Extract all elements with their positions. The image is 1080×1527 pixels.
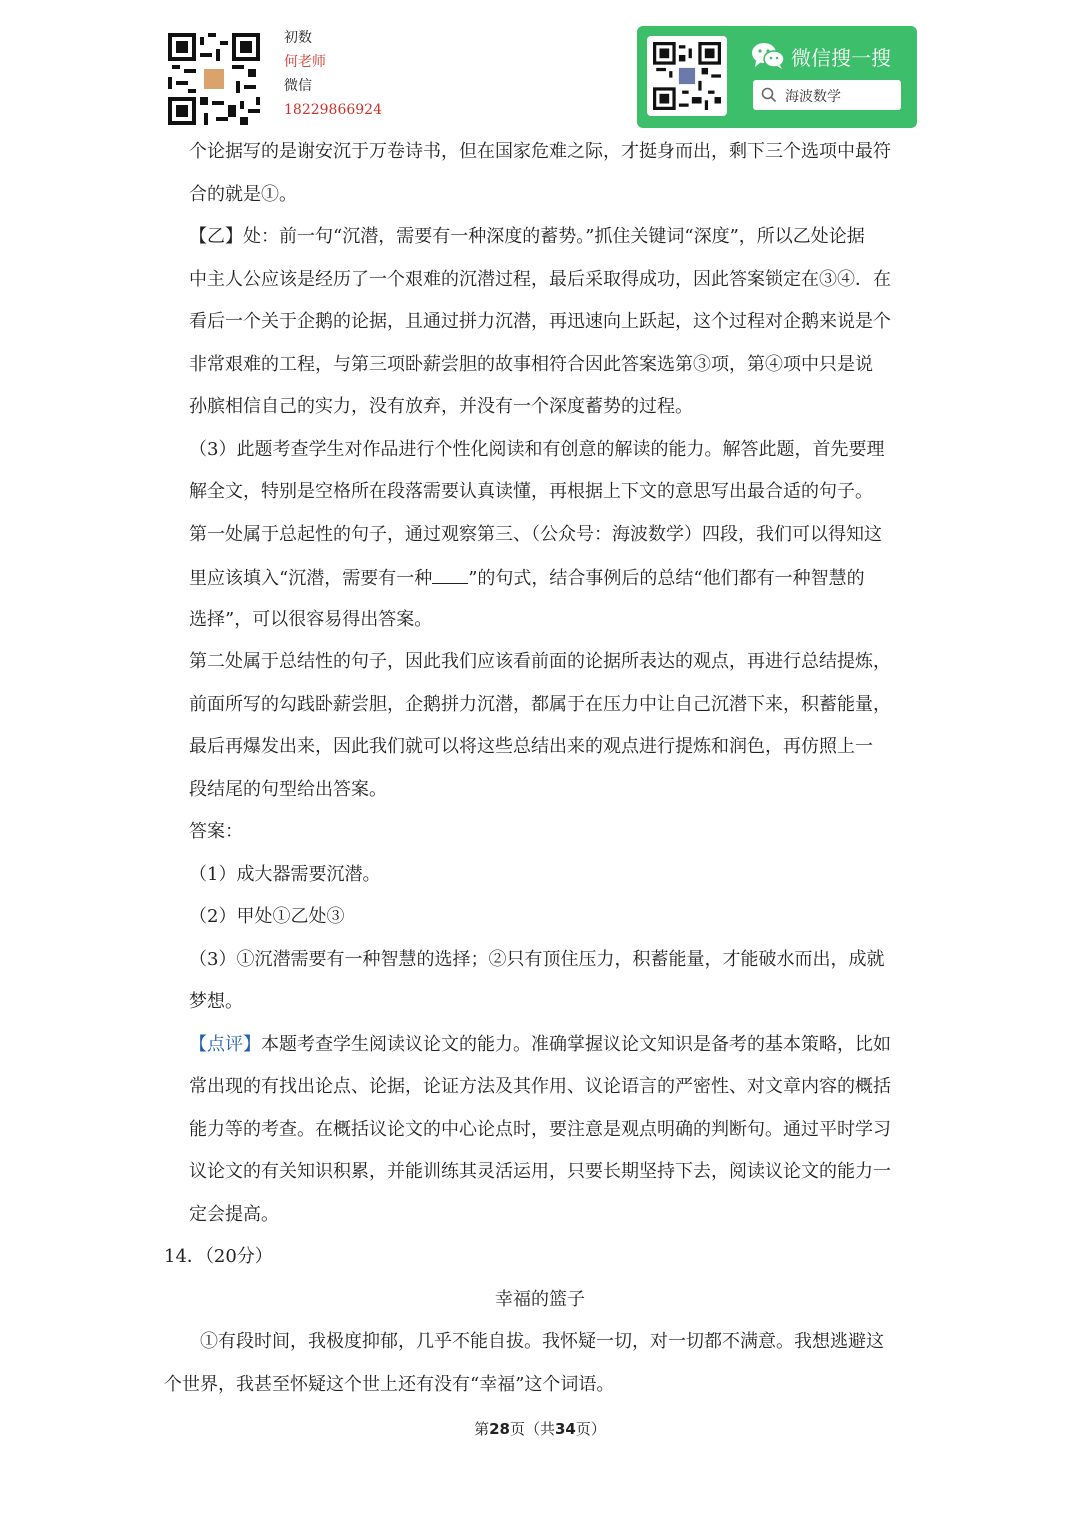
- text-line: （3）此题考查学生对作品进行个性化阅读和有创意的解读的能力。解答此题，首先要理: [189, 439, 885, 460]
- text-line: 定会提高。: [189, 1204, 279, 1225]
- text-line: 前面所写的勾践卧薪尝胆，企鹅拼力沉潜，都属于在压力中让自己沉潜下来，积蓄能量，: [189, 694, 891, 715]
- search-icon: [761, 87, 777, 103]
- text-line: 选择”，可以很容易得出答案。: [189, 609, 433, 630]
- text-segment: ”的句式，结合事例后的总结“他们都有一种智慧的: [468, 568, 865, 589]
- footer-text: 第: [474, 1420, 490, 1438]
- contact-phone: 18229866924: [284, 102, 382, 118]
- comment-line: [189, 1033, 891, 1057]
- wechat-logo-icon: [751, 42, 785, 74]
- text-line: 答案：: [189, 821, 243, 842]
- contact-subject: 初数: [284, 30, 312, 46]
- answer-line: （2）甲处①乙处③: [189, 906, 345, 927]
- text-line: 最后再爆发出来，因此我们就可以将这些总结出来的观点进行提炼和润色，再仿照上一: [189, 736, 873, 757]
- contact-teacher: 何老师: [284, 54, 326, 70]
- wechat-search-text: 海波数学: [785, 89, 841, 105]
- footer-text: 页）: [575, 1420, 606, 1438]
- qr-code-left: [168, 33, 260, 125]
- text-line: 解全文，特别是空格所在段落需要认真读懂，再根据上下文的意思写出最合适的句子。: [189, 481, 873, 502]
- text-line: 议论文的有关知识积累，并能训练其灵活运用，只要长期坚持下去，阅读议论文的能力一: [189, 1161, 891, 1182]
- page-footer: [0, 1418, 1080, 1439]
- wechat-search-box[interactable]: [753, 80, 901, 110]
- text-line: 能力等的考查。在概括议论文的中心论点时，要注意是观点明确的判断句。通过平时学习: [189, 1119, 891, 1140]
- text-line: 个论据写的是谢安沉于万卷诗书，但在国家危难之际，才挺身而出，剩下三个选项中最符: [189, 141, 891, 162]
- text-line: 常出现的有找出论点、论据，论证方法及其作用、议论语言的严密性、对文章内容的概括: [189, 1076, 891, 1097]
- answer-line: （1）成大器需要沉潜。: [189, 864, 381, 885]
- text-line: 非常艰难的工程，与第三项卧薪尝胆的故事相符合因此答案选第③项，第④项中只是说: [189, 354, 873, 375]
- qr-code-right: [647, 36, 727, 116]
- contact-info: [284, 26, 382, 122]
- text-line: 看后一个关于企鹅的论据，且通过拼力沉潜，再迅速向上跃起，这个过程对企鹅来说是个: [189, 311, 891, 332]
- text-segment: 里应该填入“沉潜，需要有一种: [189, 568, 433, 589]
- text-line: 孙膑相信自己的实力，没有放弃，并没有一个深度蓄势的过程。: [189, 396, 693, 417]
- text-segment: 本题考查学生阅读议论文的能力。准确掌握议论文知识是备考的基本策略，比如: [261, 1034, 891, 1055]
- answer-line: （3）①沉潜需要有一种智慧的选择；②只有顶住压力，积蓄能量，才能破水而出，成就: [189, 949, 885, 970]
- comment-tag: 【点评】: [189, 1034, 261, 1055]
- text-line: 段结尾的句型给出答案。: [189, 779, 387, 800]
- fill-blank: [432, 565, 468, 584]
- question-number: 14．（20分）: [164, 1246, 273, 1267]
- text-line: 个世界，我甚至怀疑这个世上还有没有“幸福”这个词语。: [164, 1374, 615, 1395]
- text-line: 第一处属于总起性的句子，通过观察第三、（公众号：海波数学）四段，我们可以得知这: [189, 524, 882, 545]
- footer-text: 页（共: [509, 1420, 555, 1438]
- wechat-search-title: 微信搜一搜: [791, 46, 891, 70]
- text-line: 中主人公应该是经历了一个艰难的沉潜过程，最后采取得成功，因此答案锁定在③④．在: [189, 269, 891, 290]
- text-line: 【乙】处：前一句“沉潜，需要有一种深度的蓄势。”抓住关键词“深度”，所以乙处论据: [189, 226, 865, 247]
- text-line: 合的就是①。: [189, 184, 297, 205]
- text-line-with-blank: [189, 565, 865, 591]
- contact-wechat-label: 微信: [284, 78, 312, 94]
- text-line: 第二处属于总结性的句子，因此我们应该看前面的论据所表达的观点，再进行总结提炼，: [189, 651, 891, 672]
- wechat-search-card: [637, 26, 917, 128]
- total-pages: 34: [555, 1420, 576, 1438]
- text-line: ①有段时间，我极度抑郁，几乎不能自拔。我怀疑一切，对一切都不满意。我想逃避这: [200, 1331, 884, 1352]
- article-title: 幸福的篮子: [495, 1289, 585, 1310]
- current-page: 28: [489, 1420, 510, 1438]
- answer-line: 梦想。: [189, 991, 243, 1012]
